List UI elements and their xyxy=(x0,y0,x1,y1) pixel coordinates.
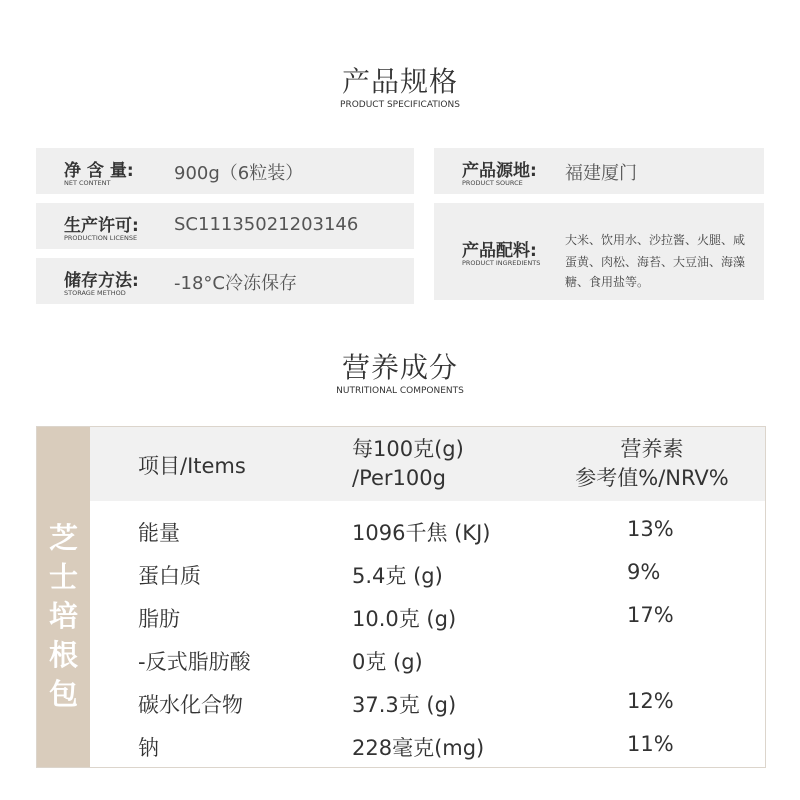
row-per100: 5.4克 (g) xyxy=(352,564,443,588)
specs-subtitle: PRODUCT SPECIFICATIONS xyxy=(340,100,460,110)
row-nrv: 9% xyxy=(627,560,661,584)
nutrition-table xyxy=(36,426,766,768)
product-name-char: 芝 xyxy=(48,521,78,555)
row-per100: 10.0克 (g) xyxy=(352,607,457,631)
spec-label: 生产许可: xyxy=(64,216,139,236)
spec-label-en: PRODUCT INGREDIENTS xyxy=(462,259,541,267)
spec-storage xyxy=(36,258,414,304)
nutrition-subtitle: NUTRITIONAL COMPONENTS xyxy=(336,386,464,396)
specs-title: 产品规格 xyxy=(341,65,458,98)
row-item: 钠 xyxy=(138,736,159,760)
row-nrv: 13% xyxy=(627,517,674,541)
row-per100: 228毫克(mg) xyxy=(352,736,485,760)
row-item: 脂肪 xyxy=(138,607,180,631)
spec-license xyxy=(36,203,414,249)
row-item: -反式脂肪酸 xyxy=(138,650,251,674)
spec-label: 净 含 量: xyxy=(64,161,134,181)
row-item: 蛋白质 xyxy=(138,564,201,588)
product-name xyxy=(37,519,90,714)
header-per100 xyxy=(352,435,464,493)
product-name-column xyxy=(37,427,90,767)
spec-ingredients xyxy=(434,203,764,300)
spec-value: SC11135021203146 xyxy=(174,214,359,235)
spec-value: 900g（6粒装） xyxy=(174,163,304,184)
product-name-char: 培 xyxy=(48,599,78,633)
spec-label: 产品配料: xyxy=(462,241,537,261)
spec-source xyxy=(434,148,764,194)
spec-value: 福建厦门 xyxy=(565,163,637,184)
product-name-char: 根 xyxy=(48,638,78,672)
spec-label-en: STORAGE METHOD xyxy=(64,289,126,297)
ingredients-line: 糖、食用盐等。 xyxy=(565,275,650,289)
header-nrv-line2: 参考值%/NRV% xyxy=(575,466,729,490)
spec-net-content xyxy=(36,148,414,194)
nutrition-title: 营养成分 xyxy=(341,351,458,384)
spec-label: 储存方法: xyxy=(64,271,139,291)
row-nrv: 11% xyxy=(627,732,674,756)
spec-value: -18°C冷冻保存 xyxy=(174,273,297,294)
row-nrv: 12% xyxy=(627,689,674,713)
header-nrv xyxy=(547,435,757,493)
row-item: 碳水化合物 xyxy=(138,693,243,717)
row-per100: 0克 (g) xyxy=(352,650,423,674)
header-nrv-line1: 营养素 xyxy=(620,437,684,461)
product-name-char: 士 xyxy=(48,560,78,594)
ingredients-line: 大米、饮用水、沙拉酱、火腿、咸 xyxy=(565,233,746,247)
row-nrv: 17% xyxy=(627,603,674,627)
row-per100: 1096千焦 (KJ) xyxy=(352,521,491,545)
header-per100-line1: 每100克(g) xyxy=(352,437,464,461)
spec-label-en: PRODUCTION LICENSE xyxy=(64,234,138,242)
spec-label-en: NET CONTENT xyxy=(64,179,111,187)
spec-label-en: PRODUCT SOURCE xyxy=(462,179,523,187)
ingredients-list xyxy=(565,229,745,293)
header-items: 项目/Items xyxy=(138,454,246,478)
row-per100: 37.3克 (g) xyxy=(352,693,457,717)
spec-label: 产品源地: xyxy=(462,161,537,181)
header-per100-line2: /Per100g xyxy=(352,466,446,490)
row-item: 能量 xyxy=(138,521,180,545)
product-name-char: 包 xyxy=(48,677,78,711)
ingredients-line: 蛋黄、肉松、海苔、大豆油、海藻 xyxy=(565,255,746,269)
